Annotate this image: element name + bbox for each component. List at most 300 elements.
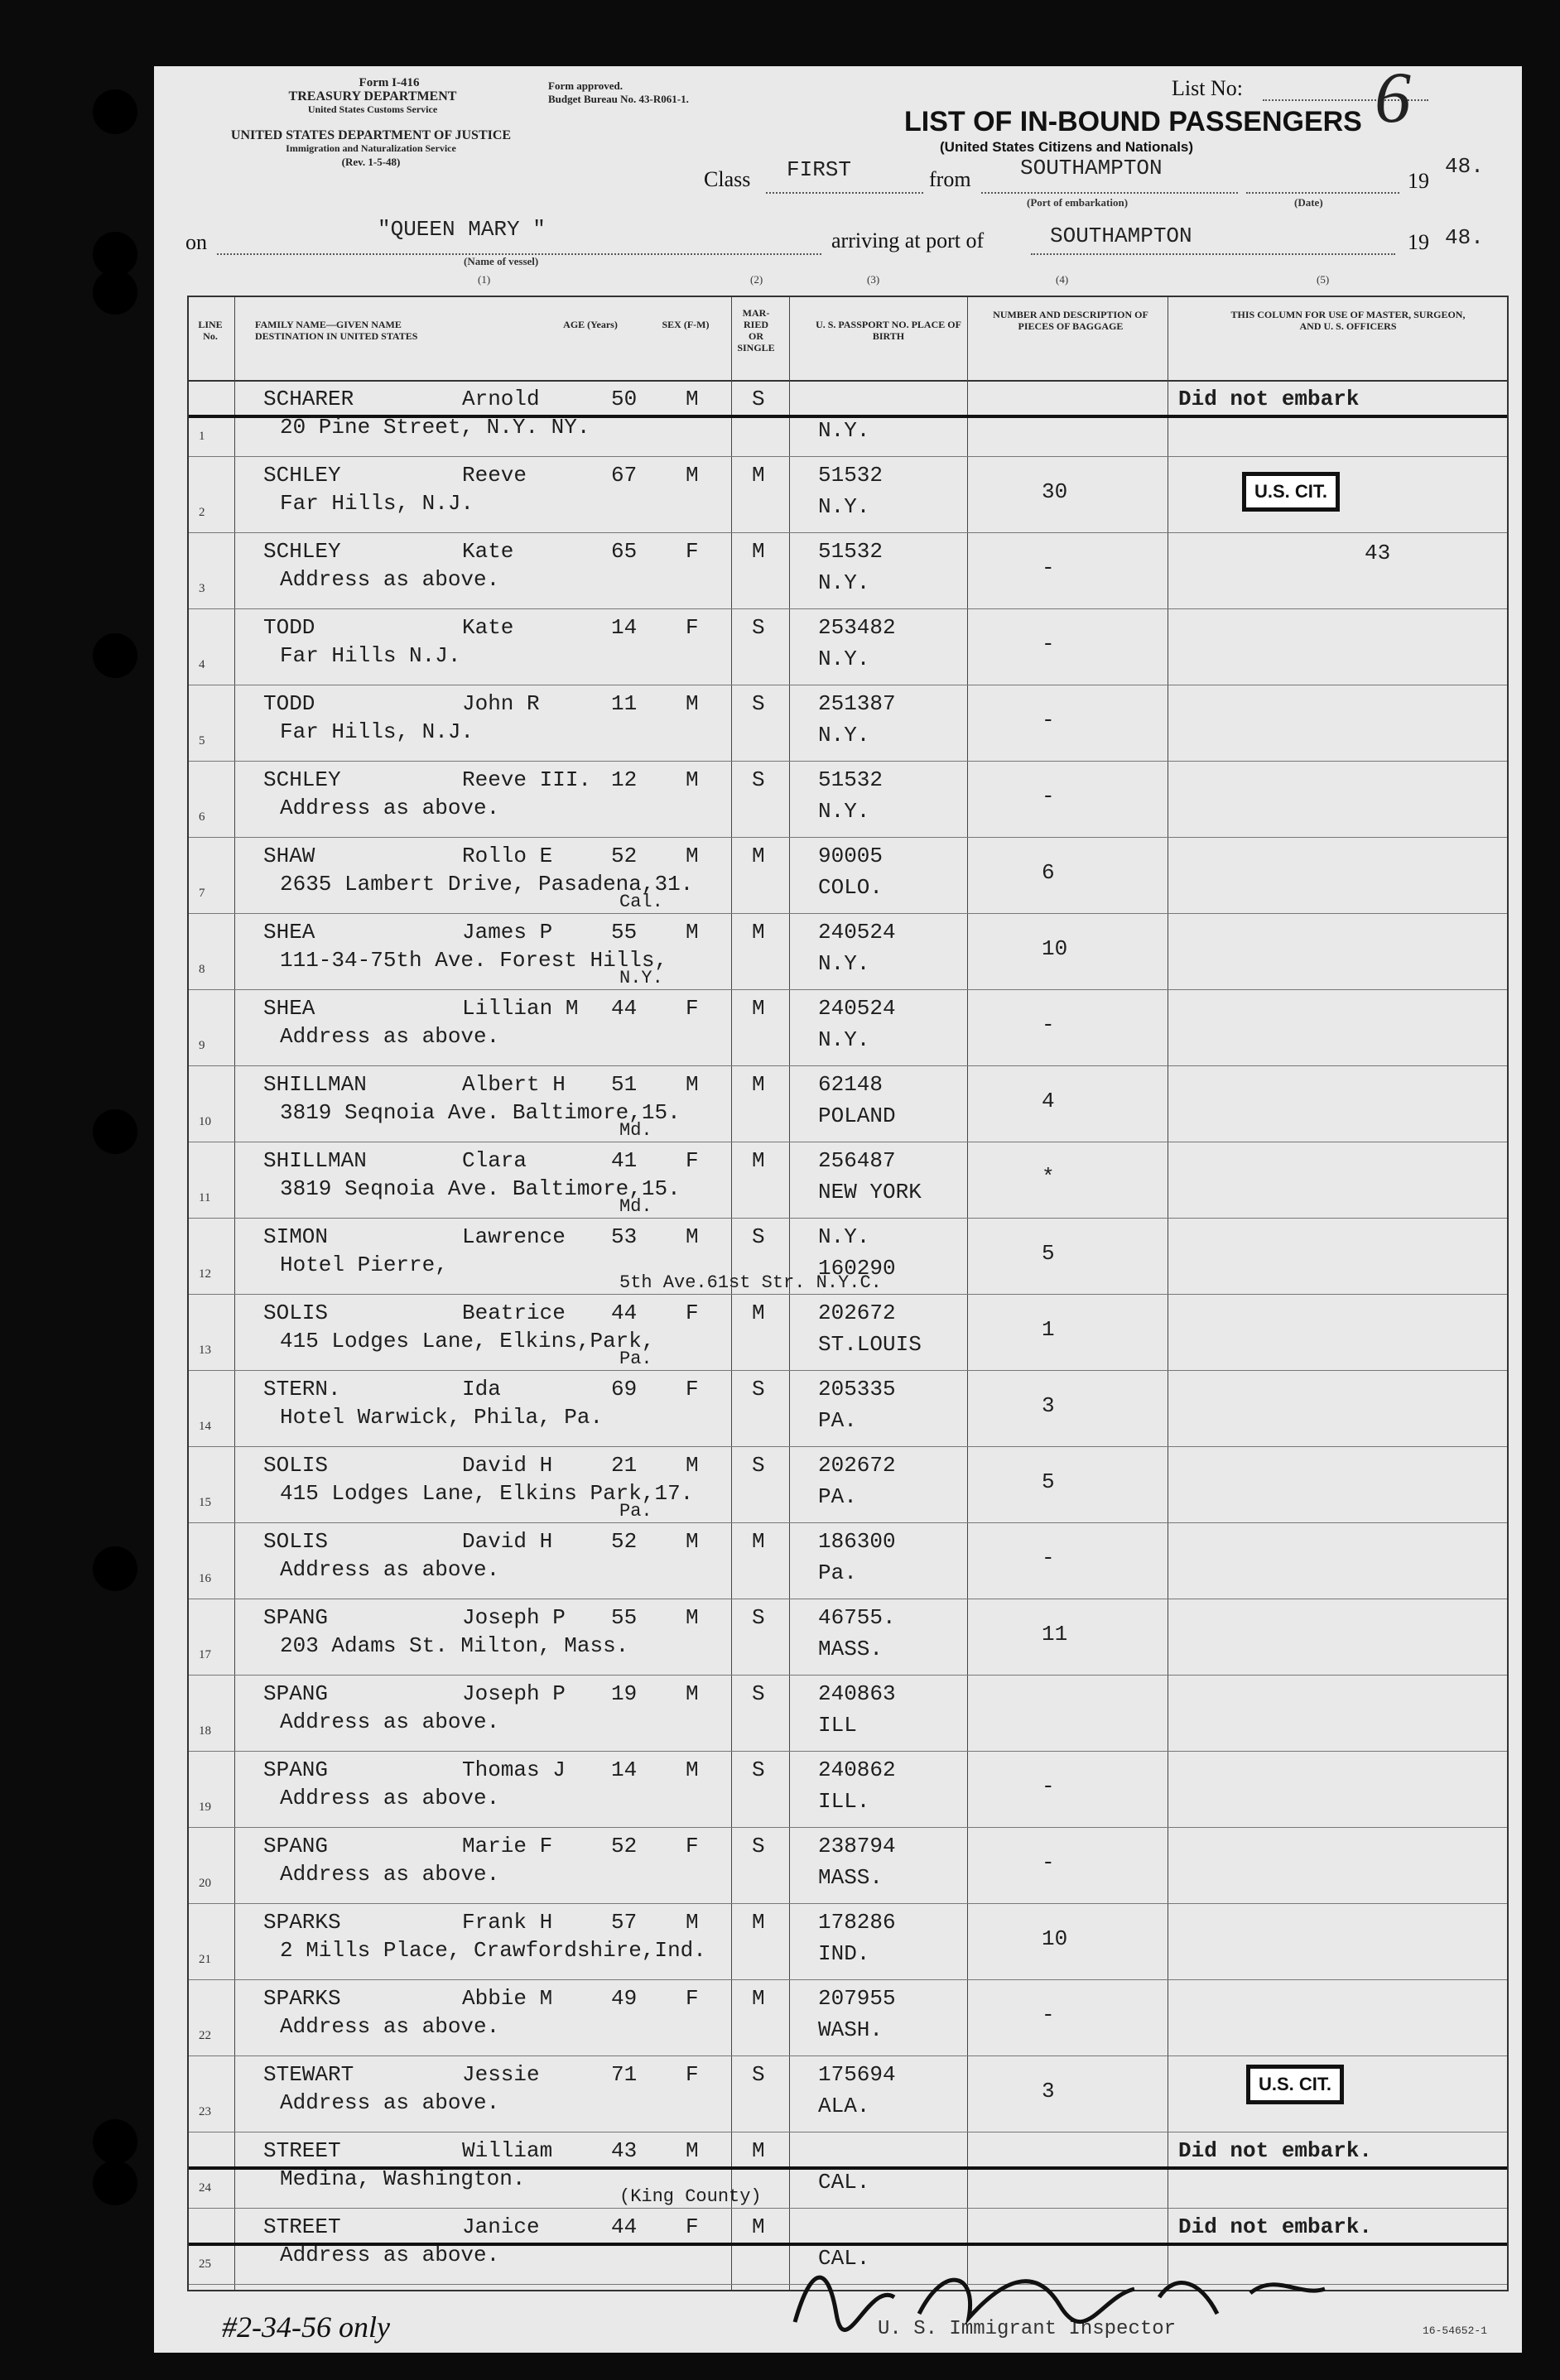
col-header-line: LINE No. bbox=[198, 319, 223, 342]
given-name: Kate bbox=[462, 539, 514, 564]
age: 52 bbox=[611, 844, 638, 868]
place-of-birth: COLO. bbox=[818, 875, 884, 900]
destination: 2635 Lambert Drive, Pasadena,31. bbox=[280, 872, 694, 897]
marital-status: M bbox=[752, 996, 765, 1021]
age: 55 bbox=[611, 1605, 638, 1630]
justice-dept: UNITED STATES DEPARTMENT OF JUSTICE bbox=[230, 128, 512, 142]
destination: Hotel Pierre, bbox=[280, 1253, 448, 1277]
customs-service: United States Customs Service bbox=[307, 103, 438, 115]
table-row bbox=[189, 1218, 1507, 1295]
col-header-age: AGE (Years) bbox=[563, 319, 618, 330]
family-name: STREET bbox=[263, 2138, 341, 2163]
baggage: - bbox=[1042, 708, 1055, 733]
family-name: STEWART bbox=[263, 2062, 354, 2087]
family-name: SHILLMAN bbox=[263, 1072, 367, 1097]
from-line bbox=[981, 192, 1238, 194]
table-row bbox=[189, 380, 1507, 457]
age: 52 bbox=[611, 1529, 638, 1554]
destination: Far Hills, N.J. bbox=[280, 719, 474, 744]
line-number: 18 bbox=[199, 1724, 211, 1738]
sex: M bbox=[686, 1453, 699, 1478]
destination: 3819 Seqnoia Ave. Baltimore,15. bbox=[280, 1176, 681, 1201]
table-row bbox=[189, 532, 1507, 609]
sex: F bbox=[686, 1377, 699, 1402]
given-name: Ida bbox=[462, 1377, 501, 1402]
baggage: 4 bbox=[1042, 1089, 1055, 1113]
baggage: - bbox=[1042, 1850, 1055, 1875]
family-name: SPANG bbox=[263, 1757, 329, 1782]
form-code: 16-54652-1 bbox=[1423, 2325, 1488, 2337]
given-name: Lillian M bbox=[462, 996, 579, 1021]
destination-line2: Pa. bbox=[619, 1349, 652, 1369]
sex: M bbox=[686, 387, 699, 411]
given-name: James P bbox=[462, 920, 553, 945]
destination-line2: 5th Ave.61st Str. N.Y.C. bbox=[619, 1272, 882, 1293]
marital-status: S bbox=[752, 1834, 765, 1858]
passport-number: 51532 bbox=[818, 539, 884, 564]
marital-status: S bbox=[752, 1224, 765, 1249]
age: 21 bbox=[611, 1453, 638, 1478]
line-number: 25 bbox=[199, 2257, 211, 2271]
place-of-birth: N.Y. bbox=[818, 1027, 870, 1052]
us-cit-stamp: U.S. CIT. bbox=[1246, 2065, 1344, 2104]
inspector-signature bbox=[787, 2248, 1366, 2339]
destination: Address as above. bbox=[280, 567, 500, 592]
age: 14 bbox=[611, 615, 638, 640]
line-number: 13 bbox=[199, 1344, 211, 1357]
table-row bbox=[189, 1522, 1507, 1599]
passport-number: 186300 bbox=[818, 1529, 896, 1554]
place-of-birth: PA. bbox=[818, 1484, 857, 1509]
table-row bbox=[189, 1599, 1507, 1676]
destination-line2: Md. bbox=[619, 1120, 652, 1141]
table-row bbox=[189, 1446, 1507, 1523]
form-title: LIST OF IN-BOUND PASSENGERS bbox=[904, 106, 1362, 137]
punch-hole bbox=[93, 89, 137, 134]
marital-status: M bbox=[752, 1986, 765, 2011]
given-name: Albert H bbox=[462, 1072, 566, 1097]
on-label: on bbox=[185, 230, 207, 254]
line-number: 21 bbox=[199, 1953, 211, 1966]
sex: M bbox=[686, 767, 699, 792]
destination: Address as above. bbox=[280, 1862, 500, 1887]
destination: 415 Lodges Lane, Elkins Park,17. bbox=[280, 1481, 694, 1506]
baggage: 30 bbox=[1042, 479, 1068, 504]
place-of-birth: N.Y. bbox=[818, 570, 870, 595]
destination: Address as above. bbox=[280, 1024, 500, 1049]
given-name: Arnold bbox=[462, 387, 540, 411]
age: 50 bbox=[611, 387, 638, 411]
passport-number: 205335 bbox=[818, 1377, 896, 1402]
list-no-label: List No: bbox=[1172, 76, 1243, 100]
passport-number: 240524 bbox=[818, 920, 896, 945]
table-row bbox=[189, 685, 1507, 762]
table-row bbox=[189, 913, 1507, 990]
line-number: 7 bbox=[199, 887, 205, 900]
line-number: 4 bbox=[199, 658, 205, 671]
place-of-birth: N.Y. bbox=[818, 723, 870, 748]
vessel-name: "QUEEN MARY " bbox=[378, 217, 546, 242]
punch-hole bbox=[93, 1109, 137, 1154]
place-of-birth: Pa. bbox=[818, 1560, 857, 1585]
given-name: Thomas J bbox=[462, 1757, 566, 1782]
marital-status: M bbox=[752, 1910, 765, 1935]
class-line bbox=[766, 192, 923, 194]
age: 44 bbox=[611, 1301, 638, 1325]
line-number: 3 bbox=[199, 582, 205, 595]
family-name: SPANG bbox=[263, 1834, 329, 1858]
year2-prefix: 19 bbox=[1408, 230, 1429, 254]
line-number: 16 bbox=[199, 1572, 211, 1585]
form-approved: Form approved. bbox=[548, 79, 624, 92]
table-row bbox=[189, 1751, 1507, 1828]
marital-status: S bbox=[752, 1757, 765, 1782]
sex: F bbox=[686, 2214, 699, 2239]
marital-status: S bbox=[752, 387, 765, 411]
marital-status: M bbox=[752, 463, 765, 488]
given-name: Frank H bbox=[462, 1910, 553, 1935]
baggage: - bbox=[1042, 784, 1055, 809]
place-of-birth: ILL bbox=[818, 1713, 857, 1738]
form-number: Form I-416 bbox=[359, 76, 420, 89]
baggage: 3 bbox=[1042, 2079, 1055, 2104]
destination: Hotel Warwick, Phila, Pa. bbox=[280, 1405, 604, 1430]
passport-number: 90005 bbox=[818, 844, 884, 868]
family-name: STERN. bbox=[263, 1377, 341, 1402]
destination: 203 Adams St. Milton, Mass. bbox=[280, 1633, 629, 1658]
line-number: 17 bbox=[199, 1648, 211, 1661]
given-name: Abbie M bbox=[462, 1986, 553, 2011]
table-row bbox=[189, 1294, 1507, 1371]
marital-status: S bbox=[752, 691, 765, 716]
sex: M bbox=[686, 1757, 699, 1782]
line-number: 24 bbox=[199, 2181, 211, 2195]
passport-number: 202672 bbox=[818, 1301, 896, 1325]
sex: M bbox=[686, 1605, 699, 1630]
passport-number: 253482 bbox=[818, 615, 896, 640]
sex: M bbox=[686, 1681, 699, 1706]
baggage: - bbox=[1042, 1774, 1055, 1799]
passport-number: 240862 bbox=[818, 1757, 896, 1782]
table-row bbox=[189, 837, 1507, 914]
line-number: 20 bbox=[199, 1877, 211, 1890]
year-value: 48. bbox=[1445, 154, 1484, 179]
family-name: SOLIS bbox=[263, 1453, 329, 1478]
marital-status: S bbox=[752, 1605, 765, 1630]
baggage: - bbox=[1042, 632, 1055, 656]
family-name: SCHLEY bbox=[263, 463, 341, 488]
sex: F bbox=[686, 2062, 699, 2087]
form-subtitle: (United States Citizens and Nationals) bbox=[940, 139, 1194, 155]
marital-status: M bbox=[752, 844, 765, 868]
baggage: 3 bbox=[1042, 1393, 1055, 1418]
passport-number: 240524 bbox=[818, 996, 896, 1021]
arrival-port: SOUTHAMPTON bbox=[1050, 224, 1192, 248]
given-name: John R bbox=[462, 691, 540, 716]
family-name: SIMON bbox=[263, 1224, 329, 1249]
class-value: FIRST bbox=[787, 157, 852, 182]
age: 12 bbox=[611, 767, 638, 792]
age: 53 bbox=[611, 1224, 638, 1249]
marital-status: M bbox=[752, 1148, 765, 1173]
punch-hole bbox=[93, 270, 137, 315]
sex: F bbox=[686, 539, 699, 564]
destination: Far Hills N.J. bbox=[280, 643, 461, 668]
officer-note: 43 bbox=[1365, 541, 1391, 565]
sex: M bbox=[686, 691, 699, 716]
destination: Address as above. bbox=[280, 2014, 500, 2039]
marital-status: S bbox=[752, 2062, 765, 2087]
given-name: Joseph P bbox=[462, 1681, 566, 1706]
passport-number: 207955 bbox=[818, 1986, 896, 2011]
age: 44 bbox=[611, 996, 638, 1021]
budget-bureau: Budget Bureau No. 43-R061-1. bbox=[548, 93, 689, 105]
baggage: 5 bbox=[1042, 1469, 1055, 1494]
place-of-birth: N.Y. bbox=[818, 951, 870, 976]
place-of-birth: NEW YORK bbox=[818, 1180, 922, 1204]
family-name: SHILLMAN bbox=[263, 1148, 367, 1173]
col-num-5: (5) bbox=[1317, 273, 1330, 286]
age: 52 bbox=[611, 1834, 638, 1858]
place-of-birth: MASS. bbox=[818, 1637, 884, 1661]
age: 43 bbox=[611, 2138, 638, 2163]
marital-status: M bbox=[752, 1072, 765, 1097]
punch-hole bbox=[93, 2119, 137, 2164]
given-name: Clara bbox=[462, 1148, 527, 1173]
given-name: Kate bbox=[462, 615, 514, 640]
place-of-birth: N.Y. bbox=[818, 799, 870, 824]
age: 55 bbox=[611, 920, 638, 945]
destination: Far Hills, N.J. bbox=[280, 491, 474, 516]
family-name: SCHLEY bbox=[263, 767, 341, 792]
passport-number: 51532 bbox=[818, 767, 884, 792]
table-header bbox=[189, 297, 1507, 382]
sex: M bbox=[686, 1224, 699, 1249]
vessel-caption: (Name of vessel) bbox=[464, 255, 539, 267]
age: 11 bbox=[611, 691, 638, 716]
place-of-birth: CAL. bbox=[818, 2246, 870, 2271]
given-name: David H bbox=[462, 1453, 553, 1478]
marital-status: S bbox=[752, 615, 765, 640]
col-num-2: (2) bbox=[750, 273, 763, 286]
inspector-label: U. S. Immigrant Inspector bbox=[878, 2318, 1177, 2340]
age: 69 bbox=[611, 1377, 638, 1402]
baggage: 11 bbox=[1042, 1622, 1068, 1647]
marital-status: M bbox=[752, 1529, 765, 1554]
col-num-3: (3) bbox=[867, 273, 880, 286]
punch-hole bbox=[93, 2161, 137, 2205]
destination-line2: Pa. bbox=[619, 1501, 652, 1522]
line-number: 1 bbox=[199, 430, 205, 443]
table-row bbox=[189, 761, 1507, 838]
us-cit-stamp: U.S. CIT. bbox=[1242, 472, 1340, 512]
given-name: Beatrice bbox=[462, 1301, 566, 1325]
sex: M bbox=[686, 1072, 699, 1097]
treasury-dept: TREASURY DEPARTMENT bbox=[288, 89, 457, 103]
place-of-birth: POLAND bbox=[818, 1103, 896, 1128]
age: 19 bbox=[611, 1681, 638, 1706]
punch-hole bbox=[93, 633, 137, 678]
family-name: SCHARER bbox=[263, 387, 354, 411]
family-name: SHAW bbox=[263, 844, 315, 868]
col-header-passport: U. S. PASSPORT NO. PLACE OF BIRTH bbox=[816, 319, 961, 342]
destination: 111-34-75th Ave. Forest Hills, bbox=[280, 948, 668, 973]
table-row bbox=[189, 1065, 1507, 1142]
table-row bbox=[189, 1827, 1507, 1904]
place-of-birth: CAL. bbox=[818, 2170, 870, 2195]
year2-value: 48. bbox=[1445, 225, 1484, 250]
place-of-birth: ALA. bbox=[818, 2094, 870, 2118]
col-header-married: MAR-RIED OR SINGLE bbox=[737, 307, 775, 353]
age: 57 bbox=[611, 1910, 638, 1935]
sex: F bbox=[686, 615, 699, 640]
destination: 415 Lodges Lane, Elkins,Park, bbox=[280, 1329, 655, 1353]
place-of-birth: 160290 bbox=[818, 1256, 896, 1281]
passport-number: 251387 bbox=[818, 691, 896, 716]
marital-status: M bbox=[752, 539, 765, 564]
date-line bbox=[1246, 192, 1399, 194]
baggage: 1 bbox=[1042, 1317, 1055, 1342]
line-number: 5 bbox=[199, 734, 205, 748]
passport-number: N.Y. bbox=[818, 1224, 870, 1249]
strike-through-line bbox=[189, 2243, 1507, 2246]
baggage: - bbox=[1042, 1012, 1055, 1037]
baggage: - bbox=[1042, 555, 1055, 580]
passport-number: 178286 bbox=[818, 1910, 896, 1935]
col-header-officers: THIS COLUMN FOR USE OF MASTER, SURGEON, AND U. S. OFFICERS bbox=[1230, 309, 1466, 332]
table-row bbox=[189, 1979, 1507, 2056]
handwritten-note: #2-34-56 only bbox=[222, 2310, 390, 2344]
passport-number: 62148 bbox=[818, 1072, 884, 1097]
class-label: Class bbox=[704, 167, 751, 191]
destination: Address as above. bbox=[280, 2243, 500, 2267]
family-name: SPARKS bbox=[263, 1986, 341, 2011]
marital-status: M bbox=[752, 1301, 765, 1325]
passport-number: 238794 bbox=[818, 1834, 896, 1858]
officer-note: Did not embark. bbox=[1178, 2214, 1373, 2239]
place-of-birth: N.Y. bbox=[818, 647, 870, 671]
table-row bbox=[189, 1142, 1507, 1219]
place-of-birth: WASH. bbox=[818, 2017, 884, 2042]
table-row bbox=[189, 1903, 1507, 1980]
age: 44 bbox=[611, 2214, 638, 2239]
place-of-birth: IND. bbox=[818, 1941, 870, 1966]
marital-status: S bbox=[752, 1681, 765, 1706]
line-number: 6 bbox=[199, 810, 205, 824]
baggage: - bbox=[1042, 1546, 1055, 1570]
place-of-birth: ST.LOUIS bbox=[818, 1332, 922, 1357]
baggage: 5 bbox=[1042, 1241, 1055, 1266]
marital-status: S bbox=[752, 1377, 765, 1402]
destination-line2: (King County) bbox=[619, 2186, 762, 2207]
col-num-1: (1) bbox=[478, 273, 491, 286]
given-name: Reeve bbox=[462, 463, 527, 488]
given-name: Marie F bbox=[462, 1834, 553, 1858]
destination: 3819 Seqnoia Ave. Baltimore,15. bbox=[280, 1100, 681, 1125]
destination-line2: N.Y. bbox=[619, 968, 663, 988]
given-name: Joseph P bbox=[462, 1605, 566, 1630]
officer-note: Did not embark. bbox=[1178, 2138, 1373, 2163]
age: 14 bbox=[611, 1757, 638, 1782]
line-number: 12 bbox=[199, 1267, 211, 1281]
col-num-4: (4) bbox=[1056, 273, 1069, 286]
list-no-value: 6 bbox=[1375, 58, 1411, 138]
sex: M bbox=[686, 1910, 699, 1935]
strike-through-line bbox=[189, 2166, 1507, 2170]
place-of-birth: ILL. bbox=[818, 1789, 870, 1814]
family-name: STREET bbox=[263, 2214, 341, 2239]
line-number: 8 bbox=[199, 963, 205, 976]
arriving-label: arriving at port of bbox=[831, 228, 985, 252]
baggage: 10 bbox=[1042, 1926, 1068, 1951]
sex: F bbox=[686, 996, 699, 1021]
family-name: SPARKS bbox=[263, 1910, 341, 1935]
place-of-birth: N.Y. bbox=[818, 494, 870, 519]
col-header-baggage: NUMBER AND DESCRIPTION OF PIECES OF BAGGAGE bbox=[993, 309, 1148, 332]
age: 71 bbox=[611, 2062, 638, 2087]
ins-service: Immigration and Naturalization Service bbox=[286, 142, 456, 154]
family-name: SOLIS bbox=[263, 1529, 329, 1554]
passport-number: 256487 bbox=[818, 1148, 896, 1173]
revision: (Rev. 1-5-48) bbox=[341, 156, 401, 168]
table-row bbox=[189, 608, 1507, 685]
family-name: SHEA bbox=[263, 920, 315, 945]
baggage: 10 bbox=[1042, 936, 1068, 961]
destination-line2: Cal. bbox=[619, 892, 663, 912]
table-row bbox=[189, 1675, 1507, 1752]
strike-through-line bbox=[189, 415, 1507, 418]
place-of-birth: N.Y. bbox=[818, 418, 870, 443]
family-name: SOLIS bbox=[263, 1301, 329, 1325]
passport-number: 240863 bbox=[818, 1681, 896, 1706]
from-label: from bbox=[929, 167, 971, 191]
table-row bbox=[189, 989, 1507, 1066]
line-number: 10 bbox=[199, 1115, 211, 1128]
family-name: SCHLEY bbox=[263, 539, 341, 564]
destination: Address as above. bbox=[280, 796, 500, 820]
sex: F bbox=[686, 1834, 699, 1858]
passport-number: 46755. bbox=[818, 1605, 896, 1630]
passport-number: 51532 bbox=[818, 463, 884, 488]
given-name: Rollo E bbox=[462, 844, 553, 868]
marital-status: M bbox=[752, 2138, 765, 2163]
arrival-line bbox=[1031, 253, 1395, 255]
from-value: SOUTHAMPTON bbox=[1020, 156, 1163, 180]
baggage: - bbox=[1042, 2003, 1055, 2027]
line-number: 2 bbox=[199, 506, 205, 519]
place-of-birth: MASS. bbox=[818, 1865, 884, 1890]
family-name: TODD bbox=[263, 615, 315, 640]
line-number: 11 bbox=[199, 1191, 211, 1204]
sex: M bbox=[686, 1529, 699, 1554]
baggage: * bbox=[1042, 1165, 1055, 1190]
age: 41 bbox=[611, 1148, 638, 1173]
age: 51 bbox=[611, 1072, 638, 1097]
destination: 2 Mills Place, Crawfordshire,Ind. bbox=[280, 1938, 706, 1963]
sex: F bbox=[686, 1301, 699, 1325]
year-prefix: 19 bbox=[1408, 169, 1429, 193]
col-header-name: FAMILY NAME—GIVEN NAME DESTINATION IN UNITED STATES bbox=[255, 319, 418, 342]
given-name: Janice bbox=[462, 2214, 540, 2239]
sex: F bbox=[686, 1986, 699, 2011]
line-number: 22 bbox=[199, 2029, 211, 2042]
destination: Medina, Washington. bbox=[280, 2166, 526, 2191]
destination: Address as above. bbox=[280, 1786, 500, 1810]
destination-line2: Md. bbox=[619, 1196, 652, 1217]
sex: F bbox=[686, 1148, 699, 1173]
punch-hole bbox=[93, 1546, 137, 1591]
given-name: Reeve III. bbox=[462, 767, 592, 792]
